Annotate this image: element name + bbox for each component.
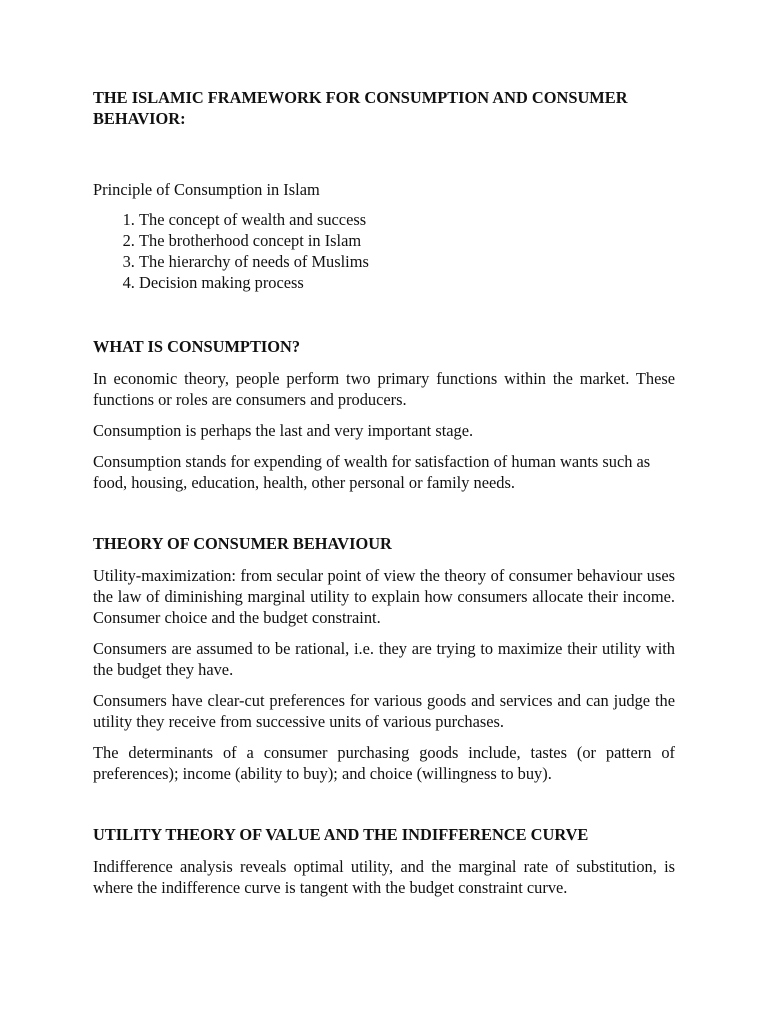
- principles-list: [93, 209, 675, 293]
- section-utility-theory: [93, 824, 675, 898]
- paragraph: Consumers have clear-cut preferences for various goods and services and can judge the utility they receive from successive units of various purchases.: [93, 691, 675, 731]
- paragraph: Consumption is perhaps the last and very important stage.: [93, 421, 474, 440]
- list-item: 2. The brotherhood concept in Islam: [139, 230, 675, 251]
- section-heading: UTILITY THEORY OF VALUE AND THE INDIFFERENCE CURVE: [93, 825, 589, 844]
- paragraph: Utility-maximization: from secular point of view the theory of consumer behaviour uses the law of diminishing marginal utility to explain how consumers allocate their income. Consumer choice and the budget constraint.: [93, 566, 675, 627]
- section-what-is-consumption: [93, 336, 675, 493]
- list-item: 4. Decision making process: [139, 272, 675, 293]
- list-item: 3. The hierarchy of needs of Muslims: [139, 251, 675, 272]
- section-theory-of-consumer-behaviour: [93, 533, 675, 784]
- paragraph: Consumption stands for expending of wealth for satisfaction of human wants such as food, housing, education, health, other personal or family needs.: [93, 452, 651, 492]
- section-heading: WHAT IS CONSUMPTION?: [93, 337, 301, 356]
- paragraph: In economic theory, people perform two primary functions within the market. These functions or roles are consumers and producers.: [93, 369, 675, 409]
- document-title: THE ISLAMIC FRAMEWORK FOR CONSUMPTION AND CONSUMER BEHAVIOR:: [93, 88, 628, 128]
- list-item: 1. The concept of wealth and success: [139, 209, 675, 230]
- principles-heading: Principle of Consumption in Islam: [93, 180, 320, 199]
- paragraph: The determinants of a consumer purchasing goods include, tastes (or pattern of preferences); income (ability to buy); and choice (willingness to buy).: [93, 743, 675, 783]
- paragraph: Consumers are assumed to be rational, i.e. they are trying to maximize their utility with the budget they have.: [93, 639, 675, 679]
- paragraph: Indifference analysis reveals optimal utility, and the marginal rate of substitution, is where the indifference curve is tangent with the budget constraint curve.: [93, 857, 675, 897]
- document-page: [93, 87, 675, 908]
- section-heading: THEORY OF CONSUMER BEHAVIOUR: [93, 534, 392, 553]
